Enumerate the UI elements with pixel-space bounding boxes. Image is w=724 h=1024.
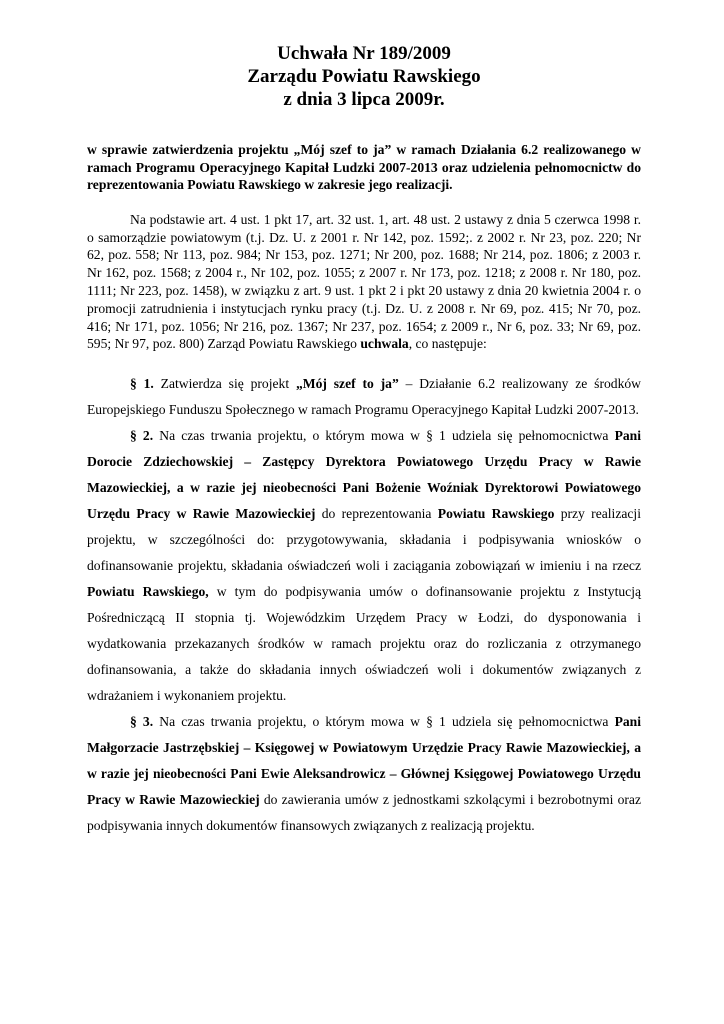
section-1-text-cont: – Działanie 6.2 realizowany ze środków Europejskiego Funduszu Społecznego w ramach Programu Operacyjnego Kapitał Ludzki 2007-2013.: [87, 376, 641, 418]
section-1-number: § 1.: [130, 376, 154, 392]
legal-basis-tail: , co następuje:: [408, 336, 487, 352]
resolution-header: [87, 42, 641, 111]
section-3-proxies: Pani Małgorzacie Jastrzębskiej – Księgowej w Powiatowym Urzędzie Pracy Rawie Mazowieckiej, a w razie jej nieobecności Pani Ewie Aleksandrowicz – Głównej Księgowej Powiatowego Urzędu Pracy w Rawie Mazowieckiej: [87, 714, 641, 808]
resolution-subject: w sprawie zatwierdzenia projektu „Mój szef to ja” w ramach Działania 6.2 realizowanego w ramach Programu Operacyjnego Kapitał Ludzki 2007-2013 oraz udzielenia pełnomocnictw do reprezentowania Powiatu Rawskiego w zakresie jego realizacji.: [87, 142, 641, 193]
section-2-text-end: w tym do podpisywania umów o dofinansowanie projektu z Instytucją Pośredniczącą II stopnia tj. Wojewódzkim Urzędem Pracy w Łodzi, do dysponowania i wydatkowania przekazanych środków w ramach projektu oraz do rozliczania z otrzymanego dofinansowania, a także do składania innych oświadczeń woli i dokumentów związanych z wdrażaniem i wykonaniem projektu.: [87, 584, 642, 704]
legal-basis: [87, 211, 641, 353]
section-2-proxies: Pani Dorocie Zdziechowskiej – Zastępcy Dyrektora Powiatowego Urzędu Pracy w Rawie Mazowieckiej, a w razie jej nieobecności Pani Bożenie Woźniak Dyrektorowi Powiatowego Urzędu Pracy w Rawie Mazowieckiej: [87, 428, 641, 522]
section-2-text: Na czas trwania projektu, o którym mowa w § 1 udziela się pełnomocnictwa: [153, 428, 615, 444]
resolution-number: Uchwała Nr 189/2009: [277, 43, 451, 64]
section-2-county: Powiatu Rawskiego: [437, 506, 555, 522]
section-2-text-scope: przy realizacji projektu, w szczególności do: przygotowywania, składania i podpisywania wniosków o dofinansowanie projektu, składania oświadczeń woli i zaciągania zobowiązań w imieniu i na rzecz: [87, 506, 641, 574]
legal-basis-text: Na podstawie art. 4 ust. 1 pkt 17, art. 32 ust. 1, art. 48 ust. 2 ustawy z dnia 5 czerwca 1998 r. o samorządzie powiatowym (t.j. Dz. U. z 2001 r. Nr 142, poz. 1592;. z 2002 r. Nr 23, poz. 220; Nr 62, poz. 558; Nr 113, poz. 984; Nr 153, poz. 1271; Nr 200, poz. 1688; Nr 214, poz. 1806; z 2003 r. Nr 162, poz. 1568; z 2004 r., Nr 102, poz. 1055; z 2007 r. Nr 173, poz. 1218; z 2008 r. Nr 180, poz. 1111; Nr 223, poz. 1458), w związku z art. 9 ust. 1 pkt 2 i pkt 20 ustawy z dnia 20 kwietnia 2004 r. o promocji zatrudnienia i instytucjach rynku pracy (t.j. Dz. U. z 2008 r. Nr 69, poz. 415; Nr 70, poz. 416; Nr 171, poz. 1056; Nr 216, poz. 1367; Nr 237, poz. 1654; z 2009 r., Nr 6, poz. 33; Nr 69, poz. 595; Nr 97, poz. 800) Zarząd Powiatu Rawskiego: [87, 211, 641, 352]
section-2-text-cont: do reprezentowania: [315, 506, 438, 522]
section-3-text-end: do zawierania umów z jednostkami szkolącymi i bezrobotnymi oraz podpisywania innych dokumentów finansowych związanych z realizacją projektu.: [87, 792, 641, 834]
issuing-body: Zarządu Powiatu Rawskiego: [247, 66, 481, 87]
section-1: [87, 371, 641, 423]
project-name: „Mój szef to ja”: [295, 376, 399, 392]
section-1-text: Zatwierdza się projekt: [153, 376, 296, 392]
resolution-date: z dnia 3 lipca 2009r.: [283, 89, 445, 110]
section-3-number: § 3.: [130, 714, 154, 730]
section-3-text: Na czas trwania projektu, o którym mowa w § 1 udziela się pełnomocnictwa: [153, 714, 615, 730]
section-2-number: § 2.: [130, 428, 154, 444]
section-2-county-2: Powiatu Rawskiego,: [87, 584, 209, 600]
section-3: [87, 709, 641, 839]
legal-basis-keyword: uchwala: [360, 336, 409, 352]
document-page: [87, 42, 641, 839]
section-2: [87, 423, 641, 709]
